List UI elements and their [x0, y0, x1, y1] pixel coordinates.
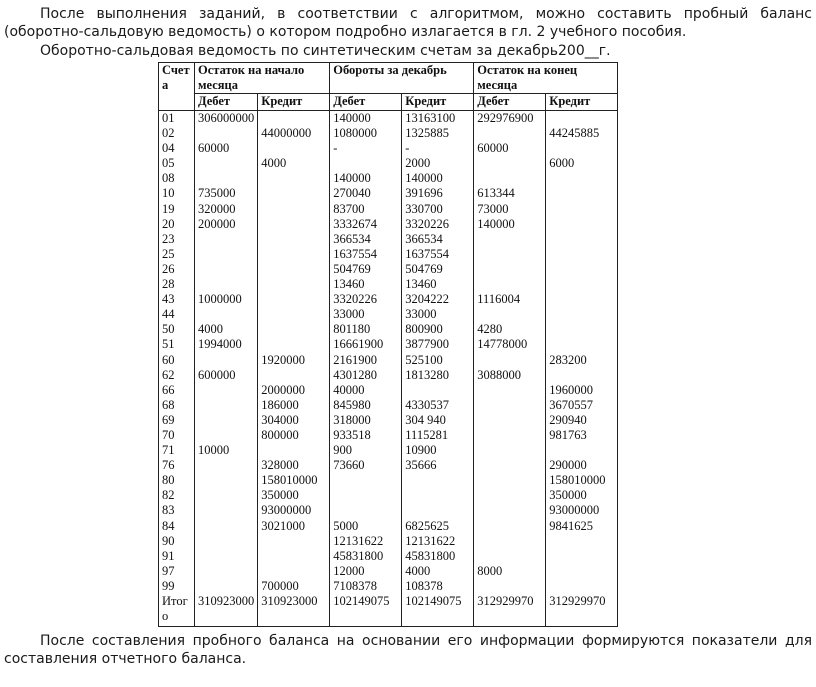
cell-turnover-credit: 1637554	[402, 247, 474, 262]
cell-closing-credit: 283200	[546, 353, 618, 368]
cell-turnover-debit: 366534	[330, 232, 402, 247]
cell-turnover-credit: 108378	[402, 579, 474, 594]
cell-turnover-debit: 1637554	[330, 247, 402, 262]
cell-turnover-debit: 12000	[330, 564, 402, 579]
cell-turnover-debit: 40000	[330, 383, 402, 398]
cell-turnover-credit	[402, 488, 474, 503]
table-row	[159, 322, 618, 337]
cell-turnover-debit: 7108378	[330, 579, 402, 594]
cell-opening-debit	[195, 126, 258, 141]
cell-account: 69	[159, 413, 195, 428]
intro-paragraph: После выполнения заданий, в соответствии с алгоритмом, можно составить пробный баланс (оборотно-сальдовую ведомость) о котором подробно излагается в гл. 2 учебного пособия.	[4, 6, 812, 40]
cell-closing-credit: 93000000	[546, 503, 618, 518]
table-row	[159, 428, 618, 443]
table-row	[159, 353, 618, 368]
table-row	[159, 383, 618, 398]
cell-account: 71	[159, 443, 195, 458]
cell-turnover-credit: 12131622	[402, 534, 474, 549]
cell-account: 20	[159, 217, 195, 232]
cell-closing-debit	[474, 171, 546, 186]
cell-turnover-credit: -	[402, 141, 474, 156]
cell-closing-debit: 613344	[474, 186, 546, 201]
cell-turnover-debit: 140000	[330, 111, 402, 127]
cell-account: 23	[159, 232, 195, 247]
cell-opening-credit	[258, 202, 330, 217]
cell-turnover-credit: 800900	[402, 322, 474, 337]
cell-opening-credit	[258, 549, 330, 564]
cell-opening-debit	[195, 549, 258, 564]
cell-closing-debit	[474, 534, 546, 549]
cell-turnover-debit: 83700	[330, 202, 402, 217]
cell-turnover-debit: 504769	[330, 262, 402, 277]
table-row	[159, 413, 618, 428]
cell-closing-debit	[474, 398, 546, 413]
trial-balance-table	[158, 62, 618, 627]
cell-opening-debit	[195, 353, 258, 368]
cell-account: 62	[159, 368, 195, 383]
cell-turnover-debit: 13460	[330, 277, 402, 292]
cell-turnover-credit	[402, 383, 474, 398]
cell-closing-credit	[546, 564, 618, 579]
cell-opening-debit: 320000	[195, 202, 258, 217]
cell-turnover-credit: 3204222	[402, 292, 474, 307]
cell-turnover-credit: 33000	[402, 307, 474, 322]
cell-closing-credit	[546, 549, 618, 564]
cell-opening-debit	[195, 488, 258, 503]
cell-turnover-debit: 73660	[330, 458, 402, 473]
cell-turnover-debit: 845980	[330, 398, 402, 413]
table-title: Оборотно-сальдовая ведомость по синтетическим счетам за декабрь200__г.	[40, 43, 611, 59]
cell-turnover-debit	[330, 156, 402, 171]
cell-turnover-debit: 33000	[330, 307, 402, 322]
cell-opening-debit	[195, 503, 258, 518]
cell-turnover-credit: 35666	[402, 458, 474, 473]
header-turnover: Обороты за декабрь	[330, 63, 474, 94]
cell-account: 26	[159, 262, 195, 277]
cell-account: 02	[159, 126, 195, 141]
cell-account: 76	[159, 458, 195, 473]
cell-closing-debit: 14778000	[474, 337, 546, 352]
cell-closing-debit	[474, 488, 546, 503]
cell-turnover-debit: 45831800	[330, 549, 402, 564]
cell-turnover-credit: 13163100	[402, 111, 474, 127]
cell-turnover-debit: 270040	[330, 186, 402, 201]
cell-turnover-credit: 3877900	[402, 337, 474, 352]
cell-account: 70	[159, 428, 195, 443]
cell-turnover-credit	[402, 503, 474, 518]
cell-closing-debit: 60000	[474, 141, 546, 156]
cell-closing-debit: 8000	[474, 564, 546, 579]
cell-turnover-credit: 391696	[402, 186, 474, 201]
table-row	[159, 443, 618, 458]
cell-closing-credit	[546, 292, 618, 307]
cell-opening-debit: 600000	[195, 368, 258, 383]
cell-turnover-debit: 900	[330, 443, 402, 458]
header-closing-credit: Кредит	[546, 94, 618, 111]
cell-account: 66	[159, 383, 195, 398]
header-account: Счет а	[159, 63, 195, 111]
cell-closing-credit	[546, 202, 618, 217]
cell-closing-credit: 158010000	[546, 473, 618, 488]
cell-account: 91	[159, 549, 195, 564]
cell-opening-credit	[258, 247, 330, 262]
table-row	[159, 292, 618, 307]
header-opening-debit: Дебет	[195, 94, 258, 111]
table-row	[159, 186, 618, 201]
cell-opening-credit: 328000	[258, 458, 330, 473]
cell-closing-debit	[474, 383, 546, 398]
cell-turnover-credit: 330700	[402, 202, 474, 217]
header-closing-balance: Остаток на конец месяца	[474, 63, 618, 94]
table-row	[159, 217, 618, 232]
cell-opening-debit: 10000	[195, 443, 258, 458]
cell-opening-credit: 3021000	[258, 519, 330, 534]
cell-account: 97	[159, 564, 195, 579]
cell-closing-debit: 1116004	[474, 292, 546, 307]
cell-turnover-credit: 525100	[402, 353, 474, 368]
cell-turnover-debit	[330, 488, 402, 503]
cell-turnover-debit: 12131622	[330, 534, 402, 549]
cell-closing-credit: 3670557	[546, 398, 618, 413]
cell-turnover-debit: 2161900	[330, 353, 402, 368]
cell-closing-credit	[546, 111, 618, 127]
cell-opening-debit: 200000	[195, 217, 258, 232]
cell-opening-debit	[195, 277, 258, 292]
cell-turnover-debit	[330, 473, 402, 488]
cell-closing-credit	[546, 534, 618, 549]
cell-account: 50	[159, 322, 195, 337]
cell-closing-debit: 292976900	[474, 111, 546, 127]
cell-turnover-debit: 5000	[330, 519, 402, 534]
cell-turnover-debit: 801180	[330, 322, 402, 337]
cell-opening-debit	[195, 579, 258, 594]
table-row	[159, 262, 618, 277]
cell-turnover-debit: 933518	[330, 428, 402, 443]
cell-opening-debit	[195, 428, 258, 443]
cell-opening-credit	[258, 534, 330, 549]
cell-closing-debit: 140000	[474, 217, 546, 232]
cell-turnover-debit: 16661900	[330, 337, 402, 352]
cell-opening-credit	[258, 307, 330, 322]
cell-opening-credit: 186000	[258, 398, 330, 413]
cell-closing-credit	[546, 232, 618, 247]
cell-account: 01	[159, 111, 195, 127]
cell-opening-debit	[195, 473, 258, 488]
cell-opening-debit	[195, 156, 258, 171]
cell-opening-credit: 93000000	[258, 503, 330, 518]
cell-opening-credit	[258, 232, 330, 247]
cell-closing-credit	[546, 322, 618, 337]
header-opening-credit: Кредит	[258, 94, 330, 111]
cell-opening-debit: 1994000	[195, 337, 258, 352]
total-opening-debit: 310923000	[195, 594, 258, 627]
cell-closing-credit	[546, 262, 618, 277]
table-row	[159, 368, 618, 383]
cell-closing-credit: 6000	[546, 156, 618, 171]
cell-closing-debit	[474, 549, 546, 564]
cell-opening-credit	[258, 141, 330, 156]
total-row	[159, 594, 618, 627]
cell-opening-credit: 1920000	[258, 353, 330, 368]
cell-opening-debit: 4000	[195, 322, 258, 337]
cell-turnover-credit: 1325885	[402, 126, 474, 141]
cell-closing-credit	[546, 247, 618, 262]
cell-opening-credit	[258, 111, 330, 127]
cell-opening-credit	[258, 368, 330, 383]
cell-opening-credit: 350000	[258, 488, 330, 503]
table-row	[159, 398, 618, 413]
cell-closing-credit	[546, 186, 618, 201]
cell-account: 82	[159, 488, 195, 503]
cell-closing-credit	[546, 217, 618, 232]
cell-turnover-debit: 4301280	[330, 368, 402, 383]
cell-closing-debit	[474, 247, 546, 262]
cell-opening-debit	[195, 413, 258, 428]
cell-turnover-credit: 6825625	[402, 519, 474, 534]
cell-account: 25	[159, 247, 195, 262]
cell-opening-credit	[258, 443, 330, 458]
table-row	[159, 232, 618, 247]
table-row	[159, 126, 618, 141]
cell-closing-debit	[474, 579, 546, 594]
table-row	[159, 519, 618, 534]
cell-closing-debit	[474, 126, 546, 141]
cell-closing-debit	[474, 458, 546, 473]
cell-account: 08	[159, 171, 195, 186]
cell-closing-credit	[546, 171, 618, 186]
cell-opening-credit	[258, 171, 330, 186]
cell-turnover-credit: 10900	[402, 443, 474, 458]
cell-account: 84	[159, 519, 195, 534]
cell-opening-credit: 158010000	[258, 473, 330, 488]
header-turnover-credit: Кредит	[402, 94, 474, 111]
cell-opening-debit: 60000	[195, 141, 258, 156]
table-row	[159, 111, 618, 127]
cell-opening-credit	[258, 262, 330, 277]
cell-opening-debit	[195, 458, 258, 473]
cell-opening-debit	[195, 232, 258, 247]
cell-opening-debit	[195, 519, 258, 534]
table-row	[159, 141, 618, 156]
cell-closing-credit	[546, 368, 618, 383]
total-turnover-debit: 102149075	[330, 594, 402, 627]
header-turnover-debit: Дебет	[330, 94, 402, 111]
cell-turnover-debit: 3320226	[330, 292, 402, 307]
cell-closing-debit	[474, 443, 546, 458]
cell-closing-debit	[474, 413, 546, 428]
cell-turnover-credit: 1813280	[402, 368, 474, 383]
table-row	[159, 458, 618, 473]
cell-closing-credit	[546, 579, 618, 594]
cell-opening-credit	[258, 217, 330, 232]
table-row	[159, 579, 618, 594]
cell-opening-credit: 304000	[258, 413, 330, 428]
table-row	[159, 337, 618, 352]
cell-turnover-credit: 504769	[402, 262, 474, 277]
cell-opening-debit	[195, 262, 258, 277]
total-opening-credit: 310923000	[258, 594, 330, 627]
cell-account: 44	[159, 307, 195, 322]
cell-closing-credit	[546, 307, 618, 322]
cell-closing-credit	[546, 337, 618, 352]
cell-closing-credit	[546, 443, 618, 458]
cell-opening-credit	[258, 277, 330, 292]
cell-opening-debit	[195, 247, 258, 262]
cell-opening-credit: 800000	[258, 428, 330, 443]
cell-closing-debit	[474, 503, 546, 518]
cell-closing-credit: 290940	[546, 413, 618, 428]
cell-opening-debit: 1000000	[195, 292, 258, 307]
cell-opening-debit	[195, 171, 258, 186]
cell-closing-debit	[474, 156, 546, 171]
cell-turnover-debit: -	[330, 141, 402, 156]
table-row	[159, 171, 618, 186]
cell-turnover-credit: 45831800	[402, 549, 474, 564]
cell-turnover-credit: 4000	[402, 564, 474, 579]
cell-closing-debit: 73000	[474, 202, 546, 217]
cell-opening-credit: 44000000	[258, 126, 330, 141]
cell-account: 68	[159, 398, 195, 413]
table-row	[159, 473, 618, 488]
cell-closing-debit	[474, 277, 546, 292]
cell-turnover-credit: 1115281	[402, 428, 474, 443]
table-row	[159, 247, 618, 262]
cell-closing-credit: 350000	[546, 488, 618, 503]
cell-closing-debit	[474, 473, 546, 488]
cell-turnover-debit: 1080000	[330, 126, 402, 141]
outro-paragraph: После составления пробного баланса на основании его информации формируются показатели для составления отчетного баланса.	[4, 633, 812, 667]
cell-opening-debit: 735000	[195, 186, 258, 201]
table-row	[159, 488, 618, 503]
cell-turnover-credit: 3320226	[402, 217, 474, 232]
cell-opening-credit	[258, 292, 330, 307]
cell-account: 60	[159, 353, 195, 368]
header-opening-balance: Остаток на начало месяца	[195, 63, 330, 94]
cell-opening-debit	[195, 307, 258, 322]
cell-opening-credit	[258, 322, 330, 337]
cell-turnover-debit: 140000	[330, 171, 402, 186]
cell-opening-credit	[258, 186, 330, 201]
cell-opening-debit: 306000000	[195, 111, 258, 127]
cell-turnover-credit: 304 940	[402, 413, 474, 428]
table-row	[159, 534, 618, 549]
cell-turnover-credit: 366534	[402, 232, 474, 247]
table-row	[159, 549, 618, 564]
cell-turnover-debit: 318000	[330, 413, 402, 428]
table-row	[159, 202, 618, 217]
cell-closing-credit	[546, 277, 618, 292]
cell-opening-credit	[258, 337, 330, 352]
cell-closing-debit	[474, 519, 546, 534]
total-closing-credit: 312929970	[546, 594, 618, 627]
cell-account: 99	[159, 579, 195, 594]
cell-closing-debit	[474, 262, 546, 277]
cell-account: 28	[159, 277, 195, 292]
cell-account: 51	[159, 337, 195, 352]
table-row	[159, 307, 618, 322]
cell-opening-debit	[195, 564, 258, 579]
cell-turnover-credit: 140000	[402, 171, 474, 186]
cell-closing-debit: 4280	[474, 322, 546, 337]
cell-closing-debit	[474, 353, 546, 368]
cell-closing-credit	[546, 141, 618, 156]
cell-closing-debit	[474, 232, 546, 247]
table-row	[159, 156, 618, 171]
cell-opening-debit	[195, 398, 258, 413]
cell-closing-credit: 290000	[546, 458, 618, 473]
cell-account: 19	[159, 202, 195, 217]
total-closing-debit: 312929970	[474, 594, 546, 627]
cell-closing-debit: 3088000	[474, 368, 546, 383]
cell-turnover-debit: 3332674	[330, 217, 402, 232]
cell-turnover-credit: 13460	[402, 277, 474, 292]
cell-opening-credit: 2000000	[258, 383, 330, 398]
cell-closing-credit: 1960000	[546, 383, 618, 398]
cell-account: 05	[159, 156, 195, 171]
cell-opening-debit	[195, 534, 258, 549]
cell-opening-debit	[195, 383, 258, 398]
cell-opening-credit: 700000	[258, 579, 330, 594]
cell-closing-credit: 44245885	[546, 126, 618, 141]
table-row	[159, 564, 618, 579]
cell-opening-credit: 4000	[258, 156, 330, 171]
cell-closing-debit	[474, 428, 546, 443]
cell-turnover-credit: 4330537	[402, 398, 474, 413]
total-account: Итог о	[159, 594, 195, 627]
cell-turnover-credit: 2000	[402, 156, 474, 171]
table-row	[159, 503, 618, 518]
header-closing-debit: Дебет	[474, 94, 546, 111]
cell-account: 04	[159, 141, 195, 156]
cell-opening-credit	[258, 564, 330, 579]
table-row	[159, 277, 618, 292]
total-turnover-credit: 102149075	[402, 594, 474, 627]
cell-account: 90	[159, 534, 195, 549]
cell-account: 80	[159, 473, 195, 488]
cell-account: 43	[159, 292, 195, 307]
cell-turnover-debit	[330, 503, 402, 518]
cell-account: 10	[159, 186, 195, 201]
cell-closing-debit	[474, 307, 546, 322]
cell-turnover-credit	[402, 473, 474, 488]
cell-account: 83	[159, 503, 195, 518]
cell-closing-credit: 9841625	[546, 519, 618, 534]
cell-closing-credit: 981763	[546, 428, 618, 443]
